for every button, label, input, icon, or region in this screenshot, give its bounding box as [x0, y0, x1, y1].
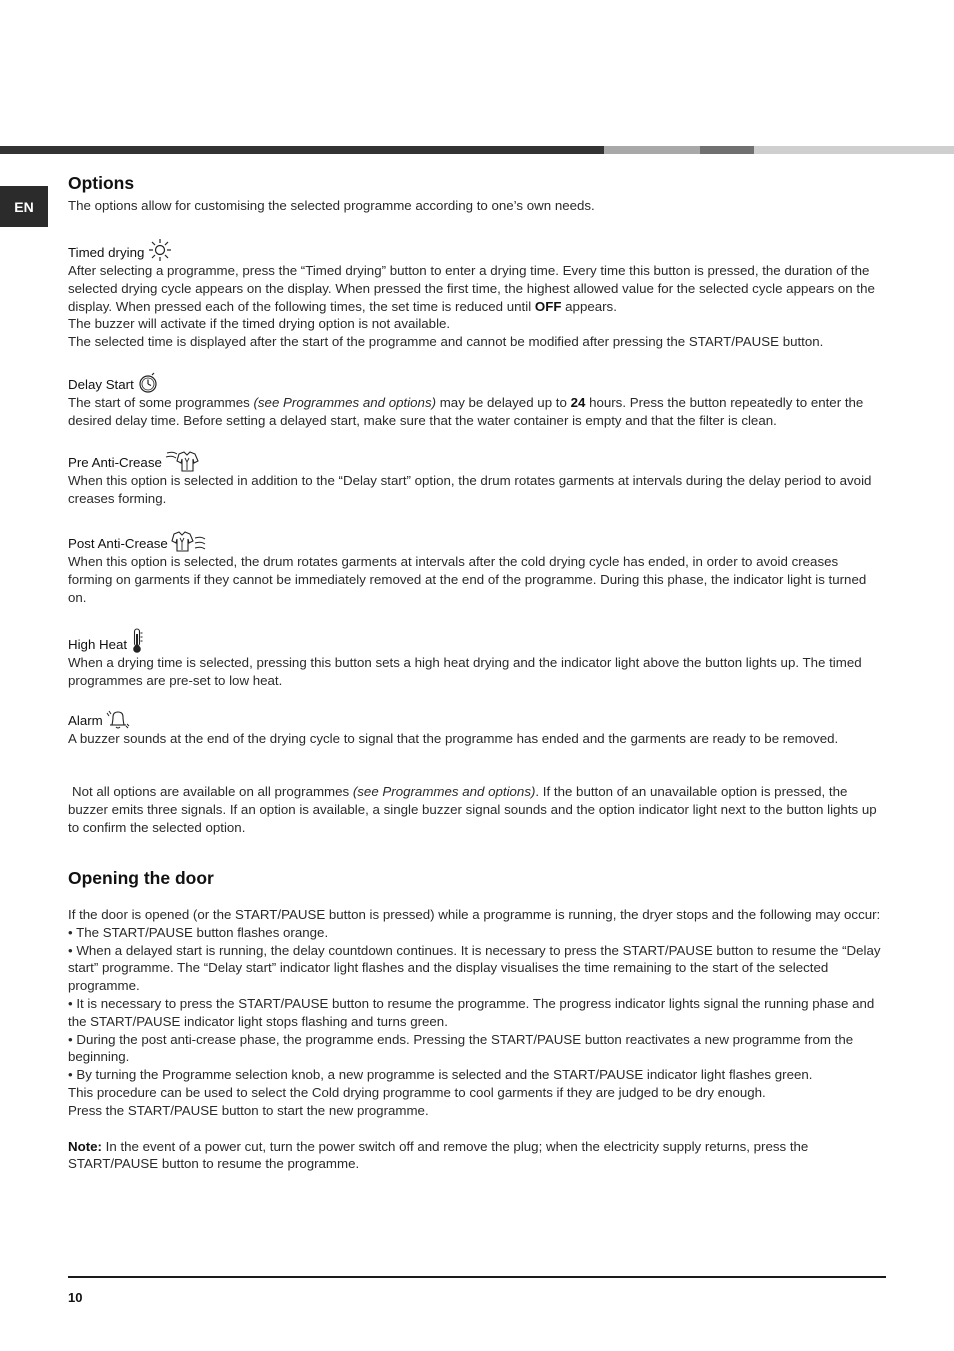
door-bullet: • When a delayed start is running, the delay countdown continues. It is necessary to press the START/PAUSE button to resume the “Delay start” programme. The “Delay start” indicator light flashes and the display visualises the time remaining to the start of the selected programme. — [68, 942, 881, 994]
shirt-icon — [171, 529, 207, 553]
options-note-text: Not all options are available on all programmes (see Programmes and options). If the button of an unavailable option is pressed, the buzzer emits three signals. If an option is available, a single buzzer signal sounds and the option indicator light next to the button lights up to confirm the selected option. — [68, 784, 877, 835]
options-intro: The options allow for customising the selected programme according to one’s own needs. — [68, 198, 595, 213]
door-note: Note: In the event of a power cut, turn the power switch off and remove the plug; when the electricity supply returns, press the START/PAUSE button to resume the programme. — [68, 1138, 809, 1172]
options-section — [68, 172, 886, 215]
timed-drying-text-2: The buzzer will activate if the timed drying option is not available. — [68, 316, 451, 332]
timed-drying-text-1: After selecting a programme, press the “Timed drying” button to enter a drying time. Every time this button is pressed, the duration of the selected drying cycle appears on the display. When pressed the first time, the highest allowed value for the selected cycle appears on the display. When pressed each of the following times, the set time is reduced until OFF appears. — [68, 263, 875, 314]
door-body — [68, 906, 886, 1173]
post-anti-crease-heading — [68, 529, 886, 553]
high-heat-label: High Heat — [68, 637, 128, 653]
footer-rule — [68, 1276, 886, 1278]
header-color-bar — [0, 146, 954, 154]
alarm-label: Alarm — [68, 713, 103, 729]
delay-start-text: The start of some programmes (see Programmes and options) may be delayed up to 24 hours. Press the button repeatedly to enter the desired delay time. Before setting a delayed start, make sure that the water container is empty and that the filter is clean. — [68, 395, 864, 428]
pre-anti-crease-label: Pre Anti-Crease — [68, 455, 162, 471]
delay-start-heading — [68, 372, 886, 394]
alarm-heading — [68, 708, 886, 730]
door-bullet: • It is necessary to press the START/PAUSE button to resume the programme. The progress indicator lights signal the running phase and the START/PAUSE indicator light stops flashing and turns green. — [68, 995, 875, 1029]
pre-anti-crease-text: When this option is selected in addition to the “Delay start” option, the drum rotates garments at intervals during the delay period to avoid creases forming. — [68, 473, 872, 506]
options-heading: Options — [68, 173, 135, 193]
high-heat-block — [68, 628, 886, 690]
door-bullet: • The START/PAUSE button flashes orange. — [68, 924, 329, 940]
alarm-text: A buzzer sounds at the end of the drying cycle to signal that the programme has ended and the garments are ready to be removed. — [68, 731, 839, 746]
door-bullet: • During the post anti-crease phase, the programme ends. Pressing the START/PAUSE button reactivates a new programme from the beginning. — [68, 1031, 854, 1065]
timed-drying-heading — [68, 238, 886, 262]
options-note — [68, 783, 886, 836]
alarm-block — [68, 708, 886, 748]
high-heat-text: When a drying time is selected, pressing this button sets a high heat drying and the indicator light above the button lights up. The timed programmes are pre-set to low heat. — [68, 655, 862, 688]
language-label: EN — [14, 198, 34, 215]
page-number: 10 — [68, 1290, 83, 1305]
timed-drying-block — [68, 238, 886, 351]
door-after-1: This procedure can be used to select the Cold drying programme to cool garments if they are judged to be dry enough. — [68, 1084, 766, 1100]
language-tab — [0, 186, 48, 227]
clock-icon — [137, 372, 159, 394]
door-bullet: • By turning the Programme selection knob, a new programme is selected and the START/PAUSE indicator light flashes green. — [68, 1067, 813, 1083]
sun-icon — [147, 238, 173, 262]
high-heat-heading — [68, 628, 886, 654]
delay-start-label: Delay Start — [68, 377, 134, 393]
delay-start-block — [68, 372, 886, 430]
pre-anti-crease-block — [68, 450, 886, 508]
timed-drying-text-3: The selected time is displayed after the start of the programme and cannot be modified after pressing the START/PAUSE button. — [68, 334, 824, 350]
door-intro: If the door is opened (or the START/PAUSE button is pressed) while a programme is running, the dryer stops and the following may occur: — [68, 907, 881, 922]
bell-icon — [106, 708, 130, 730]
post-anti-crease-label: Post Anti-Crease — [68, 536, 168, 552]
shirt-icon — [165, 450, 199, 472]
pre-anti-crease-heading — [68, 450, 886, 472]
door-heading: Opening the door — [68, 868, 214, 888]
door-section — [68, 867, 886, 889]
timed-drying-label: Timed drying — [68, 245, 145, 261]
post-anti-crease-block — [68, 529, 886, 606]
post-anti-crease-text: When this option is selected, the drum rotates garments at intervals after the cold drying cycle has ended, in order to avoid creases forming on garments if they cannot be immediately removed at the end of the programme. During this phase, the indicator light is turned on. — [68, 554, 867, 605]
thermometer-icon — [130, 628, 144, 654]
door-after-2: Press the START/PAUSE button to start the new programme. — [68, 1102, 429, 1118]
